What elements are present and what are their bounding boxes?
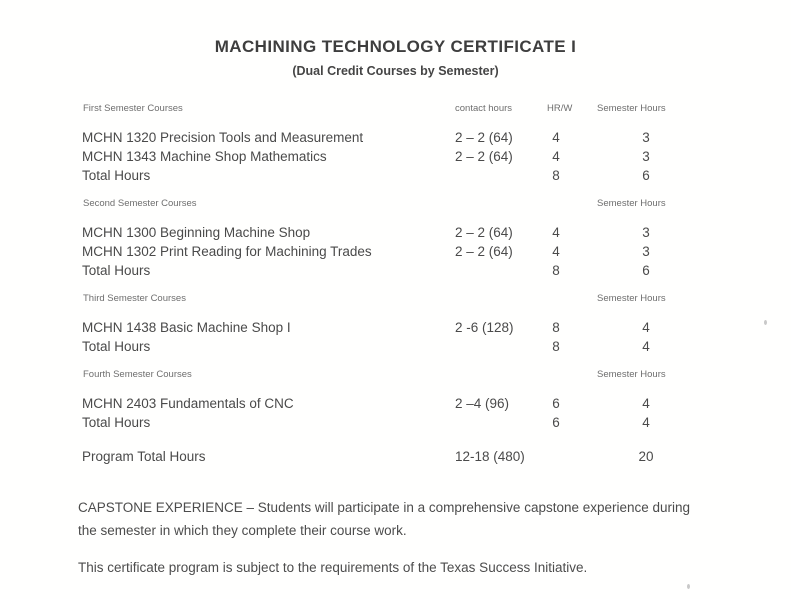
col-header-contact-hours: contact hours <box>455 103 513 114</box>
total-hours-label: Total Hours <box>82 168 151 183</box>
section-header-row <box>0 293 791 305</box>
hr-per-week-value: 8 <box>552 168 560 183</box>
hr-per-week-value: 4 <box>552 225 560 240</box>
course-name: MCHN 1302 Print Reading for Machining Trades <box>82 244 372 259</box>
contact-hours-value: 2 – 2 (64) <box>455 244 513 259</box>
scan-artifact-speck <box>764 320 767 325</box>
section-header-row <box>0 198 791 210</box>
course-row <box>0 128 791 147</box>
section-header-row <box>0 369 791 381</box>
hr-per-week-value: 4 <box>552 149 560 164</box>
semester-section <box>0 369 791 432</box>
section-rows <box>0 394 791 432</box>
semester-hours-value: 6 <box>642 168 650 183</box>
hr-per-week-value: 6 <box>552 396 560 411</box>
page-subtitle: (Dual Credit Courses by Semester) <box>292 64 499 78</box>
course-name: MCHN 2403 Fundamentals of CNC <box>82 396 294 411</box>
total-hours-row <box>0 261 791 280</box>
semester-hours-value: 3 <box>642 225 650 240</box>
contact-hours-value: 2 -6 (128) <box>455 320 514 335</box>
hr-per-week-value: 6 <box>552 415 560 430</box>
col-header-semester-hours: Semester Hours <box>597 369 666 380</box>
hr-per-week-value: 4 <box>552 130 560 145</box>
section-label: Fourth Semester Courses <box>83 369 192 380</box>
capstone-note: CAPSTONE EXPERIENCE – Students will participate in a comprehensive capstone experience during the semester in which they complete their course work. <box>78 500 691 538</box>
contact-hours-value: 2 – 2 (64) <box>455 149 513 164</box>
course-row <box>0 223 791 242</box>
semester-hours-value: 4 <box>642 339 650 354</box>
course-name: MCHN 1343 Machine Shop Mathematics <box>82 149 327 164</box>
course-name: MCHN 1300 Beginning Machine Shop <box>82 225 311 240</box>
section-rows <box>0 223 791 280</box>
contact-hours-value: 2 – 2 (64) <box>455 225 513 240</box>
program-total-semester-hours: 20 <box>638 449 654 464</box>
total-hours-label: Total Hours <box>82 415 151 430</box>
semester-hours-value: 3 <box>642 130 650 145</box>
course-name: MCHN 1320 Precision Tools and Measurement <box>82 130 364 145</box>
program-total-contact-hours: 12-18 (480) <box>455 449 525 464</box>
semester-section <box>0 103 791 185</box>
total-hours-row <box>0 413 791 432</box>
hr-per-week-value: 8 <box>552 320 560 335</box>
col-header-hr-w: HR/W <box>547 103 573 114</box>
total-hours-row <box>0 337 791 356</box>
scan-artifact-speck <box>687 584 690 589</box>
section-rows <box>0 128 791 185</box>
course-row <box>0 242 791 261</box>
semester-hours-value: 4 <box>642 415 650 430</box>
hr-per-week-value: 8 <box>552 263 560 278</box>
page-title: MACHINING TECHNOLOGY CERTIFICATE I <box>214 37 577 56</box>
course-name: MCHN 1438 Basic Machine Shop I <box>82 320 291 335</box>
semester-hours-value: 4 <box>642 396 650 411</box>
col-header-semester-hours: Semester Hours <box>597 198 666 209</box>
semester-hours-value: 3 <box>642 149 650 164</box>
hr-per-week-value: 8 <box>552 339 560 354</box>
total-hours-row <box>0 166 791 185</box>
semester-hours-value: 4 <box>642 320 650 335</box>
hr-per-week-value: 4 <box>552 244 560 259</box>
contact-hours-value: 2 –4 (96) <box>455 396 510 411</box>
course-table <box>0 103 791 432</box>
contact-hours-value: 2 – 2 (64) <box>455 130 513 145</box>
tsi-note: This certificate program is subject to the requirements of the Texas Success Initiative. <box>78 560 588 575</box>
program-total-label: Program Total Hours <box>82 449 206 464</box>
section-label: Third Semester Courses <box>83 293 186 304</box>
semester-hours-value: 6 <box>642 263 650 278</box>
col-header-semester-hours: Semester Hours <box>597 103 666 114</box>
semester-hours-value: 3 <box>642 244 650 259</box>
semester-section <box>0 293 791 356</box>
course-row <box>0 394 791 413</box>
section-label: Second Semester Courses <box>83 198 197 209</box>
semester-section <box>0 198 791 280</box>
total-hours-label: Total Hours <box>82 339 151 354</box>
course-row <box>0 147 791 166</box>
section-label: First Semester Courses <box>83 103 183 114</box>
col-header-semester-hours: Semester Hours <box>597 293 666 304</box>
total-hours-label: Total Hours <box>82 263 151 278</box>
section-header-row <box>0 103 791 115</box>
course-row <box>0 318 791 337</box>
program-total-row <box>0 447 791 466</box>
section-rows <box>0 318 791 356</box>
